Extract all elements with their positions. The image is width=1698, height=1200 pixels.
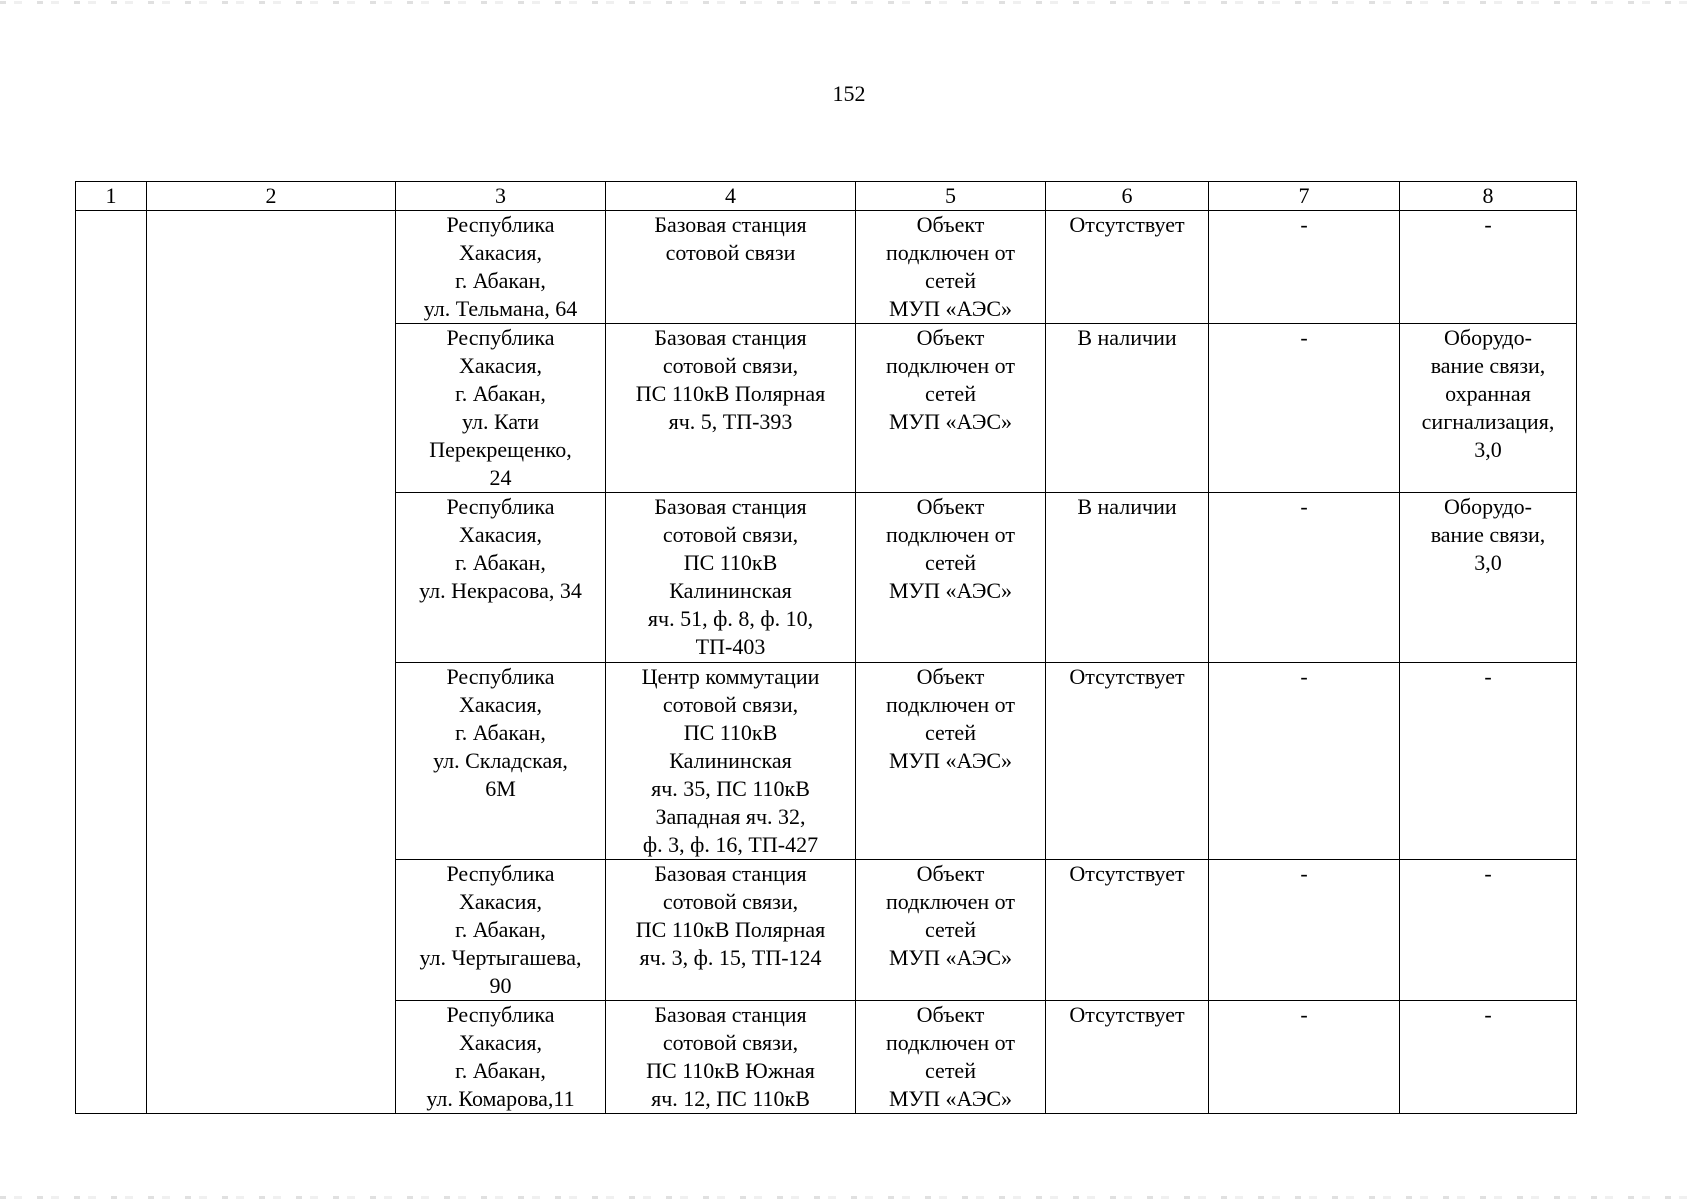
table-body [76,211,1577,1114]
status-cell: Отсутствует [1046,860,1209,1001]
connection-cell: Объект подключен от сетей МУП «АЭС» [856,1001,1046,1114]
connection-cell: Объект подключен от сетей МУП «АЭС» [856,493,1046,663]
status-cell: Отсутствует [1046,1001,1209,1114]
connection-cell: Объект подключен от сетей МУП «АЭС» [856,211,1046,324]
table-row [76,211,1577,324]
address-cell: Республика Хакасия, г. Абакан, ул. Складская, 6М [396,663,606,860]
address-cell: Республика Хакасия, г. Абакан, ул. Некрасова, 34 [396,493,606,663]
col8-cell: - [1400,663,1577,860]
table-header [76,182,1577,211]
header-cell-1: 1 [76,182,147,211]
address-cell: Республика Хакасия, г. Абакан, ул. Тельмана, 64 [396,211,606,324]
scan-edge-top [0,1,1698,4]
header-cell-3: 3 [396,182,606,211]
object-cell: Базовая станция сотовой связи, ПС 110кВ Южная яч. 12, ПС 110кВ [606,1001,856,1114]
col8-cell: Оборудо- вание связи, охранная сигнализация, 3,0 [1400,324,1577,493]
address-cell: Республика Хакасия, г. Абакан, ул. Комарова,11 [396,1001,606,1114]
object-cell: Базовая станция сотовой связи, ПС 110кВ Полярная яч. 3, ф. 15, ТП-124 [606,860,856,1001]
object-cell: Базовая станция сотовой связи, ПС 110кВ Полярная яч. 5, ТП-393 [606,324,856,493]
header-cell-4: 4 [606,182,856,211]
object-cell: Центр коммутации сотовой связи, ПС 110кВ Калининская яч. 35, ПС 110кВ Западная яч. 32, ф. 3, ф. 16, ТП-427 [606,663,856,860]
col7-cell: - [1209,860,1400,1001]
object-cell: Базовая станция сотовой связи, ПС 110кВ Калининская яч. 51, ф. 8, ф. 10, ТП-403 [606,493,856,663]
page-number: 152 [832,81,866,106]
connection-cell: Объект подключен от сетей МУП «АЭС» [856,324,1046,493]
header-cell-8: 8 [1400,182,1577,211]
address-cell: Республика Хакасия, г. Абакан, ул. Чертыгашева, 90 [396,860,606,1001]
status-cell: В наличии [1046,493,1209,663]
scan-edge-bottom [0,1196,1698,1199]
header-cell-6: 6 [1046,182,1209,211]
col7-cell: - [1209,663,1400,860]
connection-cell: Объект подключен от сетей МУП «АЭС» [856,860,1046,1001]
header-cell-7: 7 [1209,182,1400,211]
header-cell-2: 2 [147,182,396,211]
col8-cell: Оборудо- вание связи, 3,0 [1400,493,1577,663]
merged-cell-col2 [147,211,396,1114]
status-cell: В наличии [1046,324,1209,493]
status-cell: Отсутствует [1046,663,1209,860]
status-cell: Отсутствует [1046,211,1209,324]
header-row [76,182,1577,211]
merged-cell-col1 [76,211,147,1114]
col7-cell: - [1209,211,1400,324]
col7-cell: - [1209,324,1400,493]
col8-cell: - [1400,1001,1577,1114]
col7-cell: - [1209,1001,1400,1114]
data-table [75,181,1577,1114]
header-cell-5: 5 [856,182,1046,211]
object-cell: Базовая станция сотовой связи [606,211,856,324]
col8-cell: - [1400,211,1577,324]
col7-cell: - [1209,493,1400,663]
address-cell: Республика Хакасия, г. Абакан, ул. Кати Перекрещенко, 24 [396,324,606,493]
col8-cell: - [1400,860,1577,1001]
connection-cell: Объект подключен от сетей МУП «АЭС» [856,663,1046,860]
